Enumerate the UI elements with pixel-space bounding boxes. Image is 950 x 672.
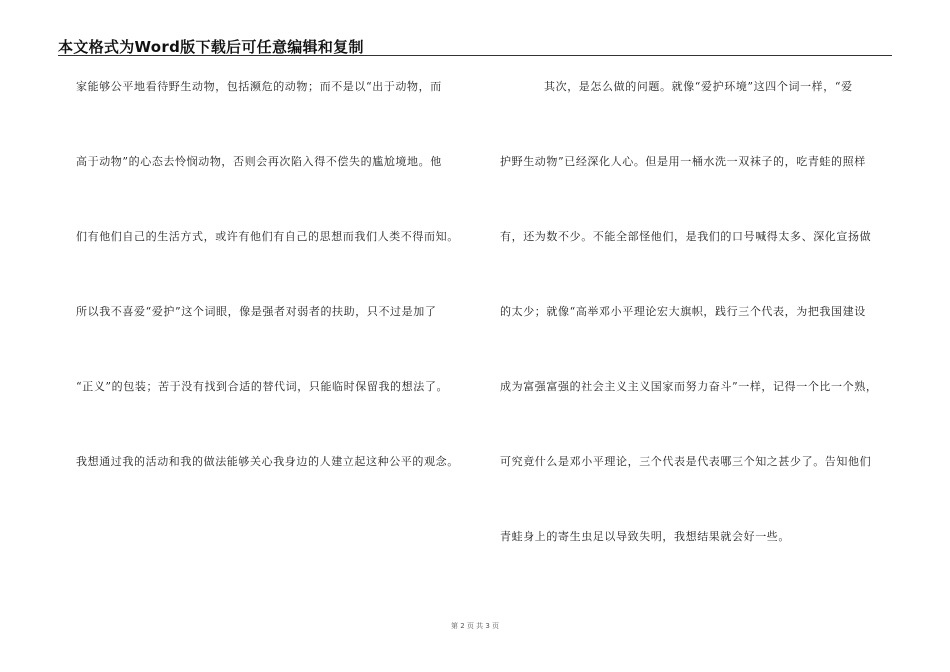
left-line-3: 们有他们自己的生活方式，或许有他们有自己的思想而我们人类不得而知。 [76,230,459,243]
left-line-5: “正义”的包装；苦于没有找到合适的替代词，只能临时保留我的想法了。 [76,380,449,393]
right-line-7: 青蛙身上的寄生虫足以导致失明，我想结果就会好一些。 [500,530,790,543]
left-line-2: 高于动物”的心态去怜悯动物，否则会再次陷入得不偿失的尴尬境地。他 [76,155,442,168]
left-line-1: 家能够公平地看待野生动物，包括濒危的动物；而不是以“出于动物，而 [76,80,442,93]
right-text-column [500,75,896,600]
right-line-2: 护野生动物”已经深化人心。但是用一桶水洗一双袜子的，吃青蛙的照样 [500,155,866,168]
right-line-6: 可究竟什么是邓小平理论，三个代表是代表哪三个知之甚少了。告知他们 [500,455,872,468]
right-line-5: 成为富强富强的社会主义主义国家而努力奋斗”一样，记得一个比一个熟， [500,380,878,393]
right-line-4: 的太少；就像“高举邓小平理论宏大旗帜，践行三个代表，为把我国建设 [500,305,866,318]
left-line-4: 所以我不喜爱“爱护”这个词眼，像是强者对弱者的扶助，只不过是加了 [76,305,437,318]
document-header-title: 本文格式为Word版下载后可任意编辑和复制 [58,38,364,56]
page-number-footer: 第 2 页 共 3 页 [450,622,500,630]
header-divider [58,55,892,56]
right-line-1: 其次，是怎么做的问题。就像“爱护环境”这四个词一样，“爱 [544,80,853,93]
left-text-column [76,75,476,525]
left-line-6: 我想通过我的活动和我的做法能够关心我身边的人建立起这种公平的观念。 [76,455,459,468]
right-line-3: 有，还为数不少。不能全部怪他们，是我们的口号喊得太多、深化宣扬做 [500,230,872,243]
